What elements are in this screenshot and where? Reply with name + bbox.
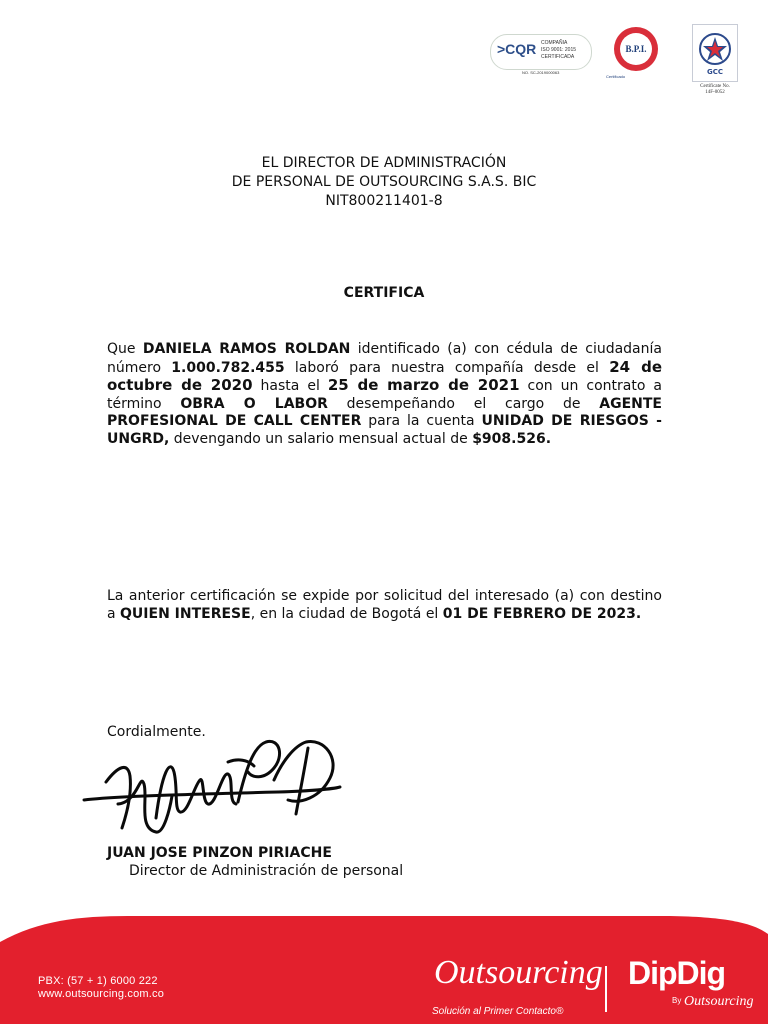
p1-text-7: para la cuenta (361, 413, 482, 429)
gcc-logo (692, 24, 738, 82)
p1-text-5: con un contrato a término (107, 378, 662, 412)
job-position: AGENTE PROFESIONAL DE CALL CENTER (107, 395, 662, 429)
heading-line1: EL DIRECTOR DE ADMINISTRACIÓN (261, 155, 507, 171)
cqr-line3: CERTIFICADA (541, 54, 575, 60)
cqr-text (541, 40, 576, 61)
footer-divider (605, 966, 607, 1012)
outsourcing-logo: Outsourcing (434, 954, 603, 991)
p1-text-2: identificado (a) con cédula de ciudadanía número (107, 341, 662, 376)
closing: Cordialmente. (107, 724, 206, 740)
recipient: QUIEN INTERESE (120, 605, 251, 622)
id-number: 1.000.782.455 (171, 359, 285, 376)
p2-text-1: La anterior certificación se expide por solicitud del interesado (a) con destino a (107, 588, 662, 622)
contract-type: OBRA O LABOR (180, 395, 328, 412)
end-date: 25 de marzo de 2021 (327, 376, 520, 394)
bpi-logo (614, 27, 658, 71)
bpi-subtext: Certificado (606, 74, 626, 79)
cqr-iso-logo (490, 34, 592, 70)
p1-text-1: Que (107, 341, 143, 357)
contact-info (38, 975, 164, 1001)
signer-title: Director de Administración de personal (129, 863, 404, 879)
cqr-line1: COMPAÑIA (541, 40, 568, 46)
gcc-star-icon (693, 25, 737, 81)
p1-text-6: desempeñando el cargo de (327, 395, 600, 412)
certification-paragraph (107, 341, 662, 448)
heading-line3: NIT800211401-8 (325, 193, 443, 209)
p1-text-3: laboró para nuestra compañía desde el (284, 359, 610, 376)
issuer-heading (0, 154, 768, 211)
cqr-mark: >CQR (497, 41, 537, 57)
issue-date: 01 DE FEBRERO DE 2023. (442, 605, 642, 622)
p1-text-8: devengando un salario mensual actual de (169, 430, 473, 447)
by-outsourcing-logo: Outsourcing (684, 994, 754, 1009)
gcc-certificate (692, 84, 738, 96)
gcc-cert-number: 14F-0052 (705, 90, 725, 95)
salary: $908.526. (472, 430, 552, 447)
bpi-name: B.P.I. (620, 33, 652, 65)
pbx-number: PBX: (57 + 1) 6000 222 (38, 975, 158, 987)
employee-name: DANIELA RAMOS ROLDAN (142, 341, 351, 357)
signer-name: JUAN JOSE PINZON PIRIACHE (107, 845, 332, 861)
cqr-line2: ISO 9001: 2015 (541, 47, 577, 53)
start-date: 24 de octubre de 2020 (107, 357, 663, 394)
dipdig-logo: DipDig (628, 955, 726, 991)
destination-paragraph (107, 588, 662, 623)
p1-text-4: hasta el (252, 378, 328, 394)
by-label: By (672, 996, 682, 1005)
p2-text-2: , en la ciudad de Bogotá el (250, 605, 443, 622)
gcc-mark: GCC (706, 68, 724, 76)
heading-line2: DE PERSONAL DE OUTSOURCING S.A.S. BIC (231, 174, 537, 190)
cqr-number: NO. SC-2019000063 (522, 70, 560, 75)
slogan: Solución al Primer Contacto® (432, 1006, 564, 1017)
document-title: CERTIFICA (343, 285, 425, 301)
gcc-cert-label: Certificate No. (700, 84, 730, 89)
signature-image (78, 732, 368, 842)
account-name: UNIDAD DE RIESGOS - UNGRD, (107, 413, 662, 447)
website: www.outsourcing.com.co (38, 988, 165, 1000)
